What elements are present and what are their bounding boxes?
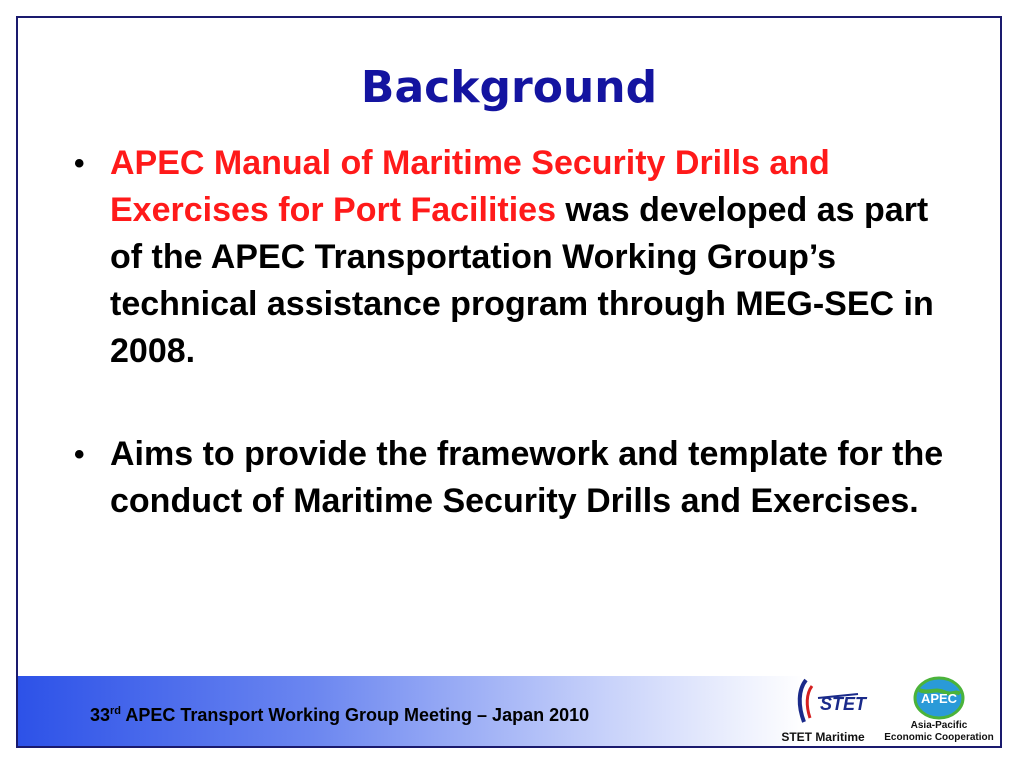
footer-text: [90, 705, 589, 726]
apec-logo: [882, 676, 996, 744]
slide-title: Background: [360, 62, 658, 113]
apec-caption-line1: Asia-Pacific: [910, 720, 968, 731]
bullet-list: [62, 140, 962, 525]
footer-ordinal: rd: [110, 705, 122, 717]
footer-meeting-number: 33: [90, 705, 111, 725]
bullet-text: was developed as part of the APEC Transportation Working Group’s technical assistance program through MEG-SEC in 2008.: [110, 191, 934, 370]
apec-globe-icon: [882, 676, 996, 720]
apec-caption-line2: Economic Cooperation: [884, 732, 994, 743]
bullet-item: [62, 431, 962, 525]
bullet-highlight-text: APEC Manual of Maritime Security Drills and Exercises for Port Facilities: [110, 144, 830, 229]
stet-logo-caption: STET Maritime: [781, 730, 865, 744]
bullet-dot-icon: •: [74, 438, 85, 471]
apec-logo-wordmark: APEC: [920, 691, 958, 706]
bullet-item: [62, 140, 962, 375]
stet-logo-wordmark: STET: [820, 694, 867, 714]
footer-meeting-title: APEC Transport Working Group Meeting – Japan 2010: [121, 705, 590, 725]
apec-logo-caption: [882, 720, 996, 744]
bullet-dot-icon: •: [74, 147, 85, 180]
slide-frame: [16, 16, 1002, 748]
bullet-text: Aims to provide the framework and template for the conduct of Maritime Security Drills and Exercises.: [110, 435, 944, 520]
stet-maritime-logo: [768, 676, 878, 744]
stet-logo-icon: [768, 676, 878, 728]
footer-band: [18, 676, 1000, 746]
